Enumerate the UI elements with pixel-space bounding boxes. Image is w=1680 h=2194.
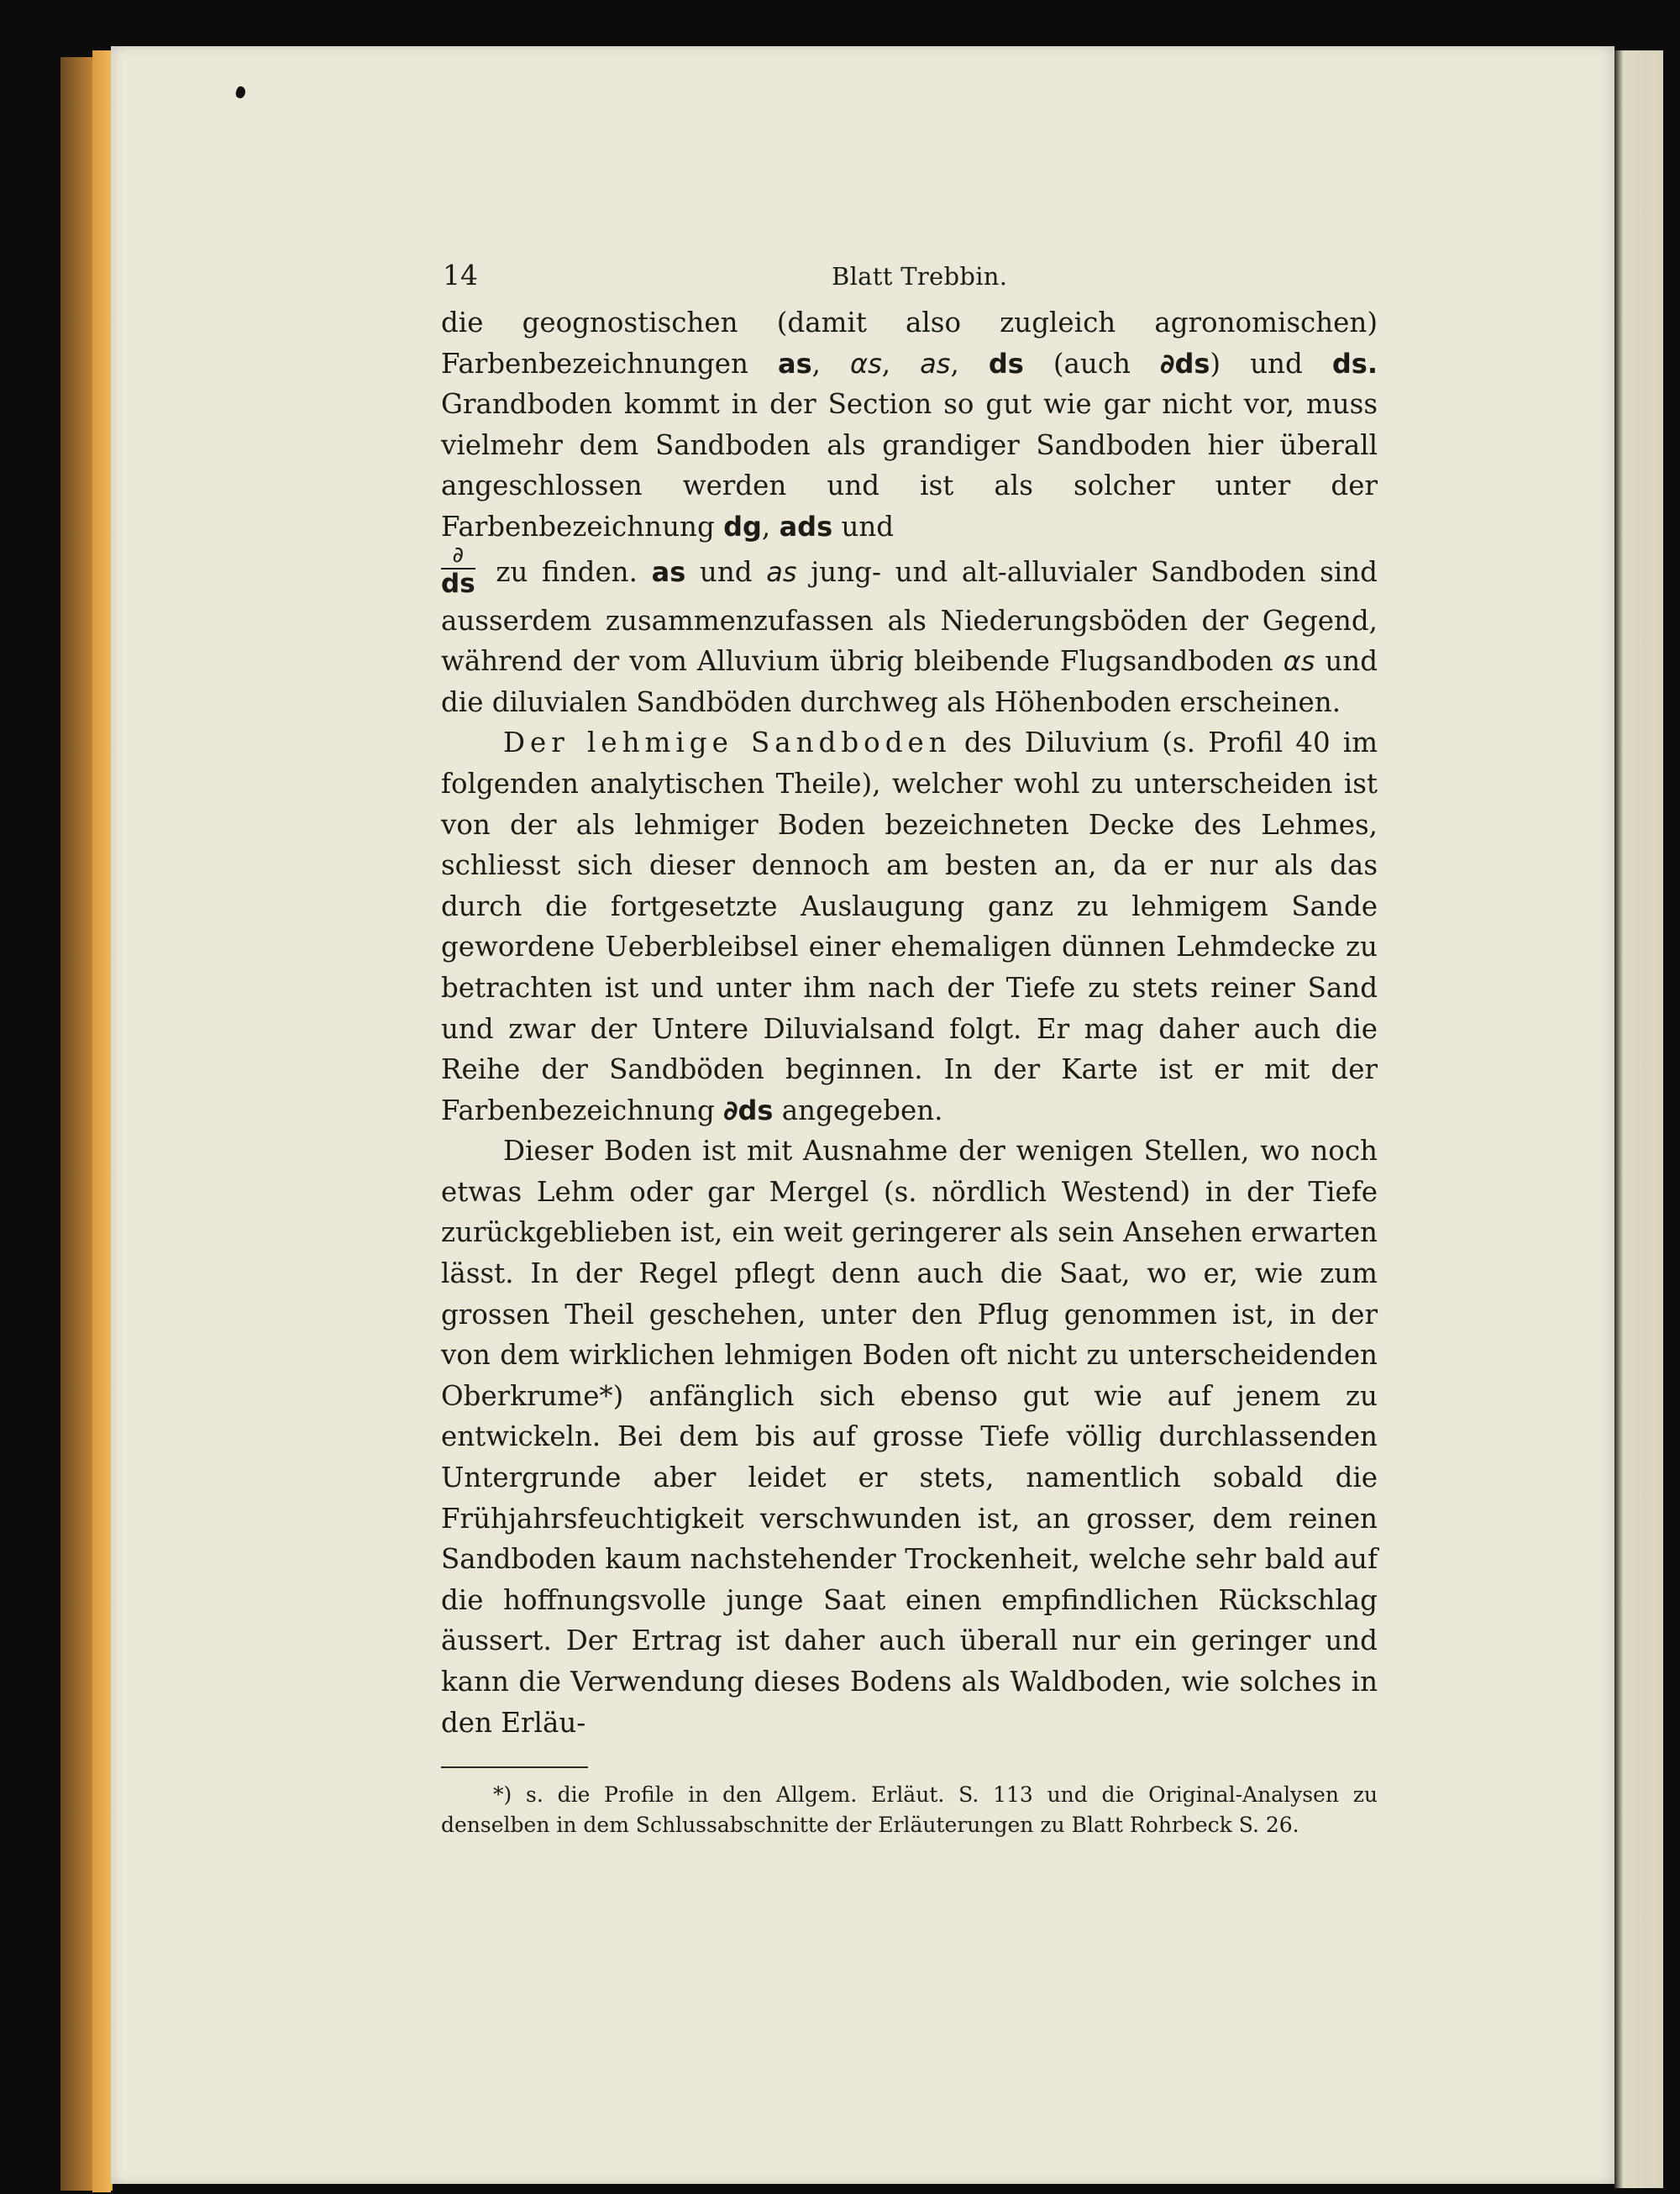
spaced-heading-term: Der lehmige Sandboden [503,727,952,759]
symbol: ds [988,347,1024,380]
symbol: dg [723,510,762,543]
text-run: des Diluvium (s. Profil 40 im folgenden analytischen Theile), welcher wohl zu unterscheiden ist von der als lehmiger Boden bezeichneten Decke des Lehmes, schliesst sich dieser dennoch am besten an, da er nur als das durch die fortgesetzte Auslaugung ganz zu lehmigem Sande gewordene Ueberbleibsel einer ehemaligen dünnen Lehmdecke zu betrachten ist und unter ihm nach der Tiefe zu stets reiner Sand und zwar der Untere Diluvialsand folgt. Er mag daher auch die Reihe der Sandböden beginnen. In der Karte ist er mit der Farbenbezeichnung [441,727,1378,1126]
page-number: 14 [443,259,478,291]
next-page-edge [1614,50,1663,2188]
paragraph-3: Dieser Boden ist mit Ausnahme der wenigen Stellen, wo noch etwas Lehm oder gar Mergel (s. nördlich Westend) in der Tiefe zurückgeblieben ist, ein weit geringerer als sein Ansehen erwarten lässt. In der Regel pflegt denn auch die Saat, wo er, wie zum grossen Theil geschehen, unter den Pflug genommen ist, in der von dem wirklichen lehmigen Boden oft nicht zu unterscheidenden Oberkrume*) anfänglich sich ebenso gut wie auf jenem zu entwickeln. Bei dem bis auf grosse Tiefe völlig durchlassenden Untergrunde aber leidet er stets, namentlich sobald die Frühjahrsfeuchtigkeit verschwunden ist, an grosser, dem reinen Sandboden kaum nachstehender Trockenheit, welche sehr bald auf die hoffnungsvolle junge Saat einen empfindlichen Rückschlag äussert. Der Ertrag ist daher auch überall nur ein geringer und kann die Verwendung dieses Bodens als Waldboden, wie solches in den Erläu- [441,1135,1378,1739]
symbol: as [651,555,686,588]
text-run: , [881,347,921,380]
fraction-symbol [441,544,475,597]
symbol: ∂ds [723,1094,774,1126]
symbol: ds. [1331,347,1378,380]
text-run: Grandboden kommt in der Section so gut wie gar nicht vor, muss vielmehr dem Sandboden als grandiger Sandboden hier überall angeschlossen werden und ist als solcher unter der Farbenbezeichnung [441,388,1378,543]
symbol: as [766,555,797,588]
text-run: angegeben. [773,1094,943,1126]
text-block [441,252,1378,1840]
text-run: die geognostischen (damit also zugleich agronomischen) Farbenbezeichnungen [441,307,1378,380]
text-run: , [950,347,989,380]
symbol: αs [850,347,882,380]
text-run: , [811,347,850,380]
footnote: *) s. die Profile in den Allgem. Erläut. S. 113 und die Original-Analysen zu denselben in dem Schlussabschnitte der Erläuterungen zu Blatt Rohrbeck S. 26. [441,1782,1378,1838]
running-title: Blatt Trebbin. [832,262,1008,291]
page-header [441,252,1378,302]
symbol: ∂ds [1160,347,1210,380]
paragraph-2 [441,722,1378,1131]
text-run: zu finden. [481,555,652,588]
text-run: und die diluvialen Sandböden durchweg als Höhenboden erscheinen. [441,645,1378,718]
footnote-rule [441,1766,588,1768]
paragraph-1 [441,302,1378,722]
fraction-numerator: ∂ [452,542,465,568]
text-run: und [832,510,895,543]
page-edge-gilt [92,50,111,2192]
fraction-denominator: ds [441,568,475,599]
symbol: as [920,347,951,380]
text-run: und [685,555,767,588]
text-run: (auch [1023,347,1161,380]
text-run: ) und [1210,347,1332,380]
text-run: , [761,510,780,543]
symbol: as [777,347,812,380]
symbol: ads [779,510,833,543]
symbol: αs [1283,645,1315,678]
text-run: jung- und alt-alluvialer Sandboden sind ausserdem zusammenzufassen als Niederungsböden der Gegend, während der vom Alluvium übrig bleibende Flugsandboden [441,555,1378,678]
